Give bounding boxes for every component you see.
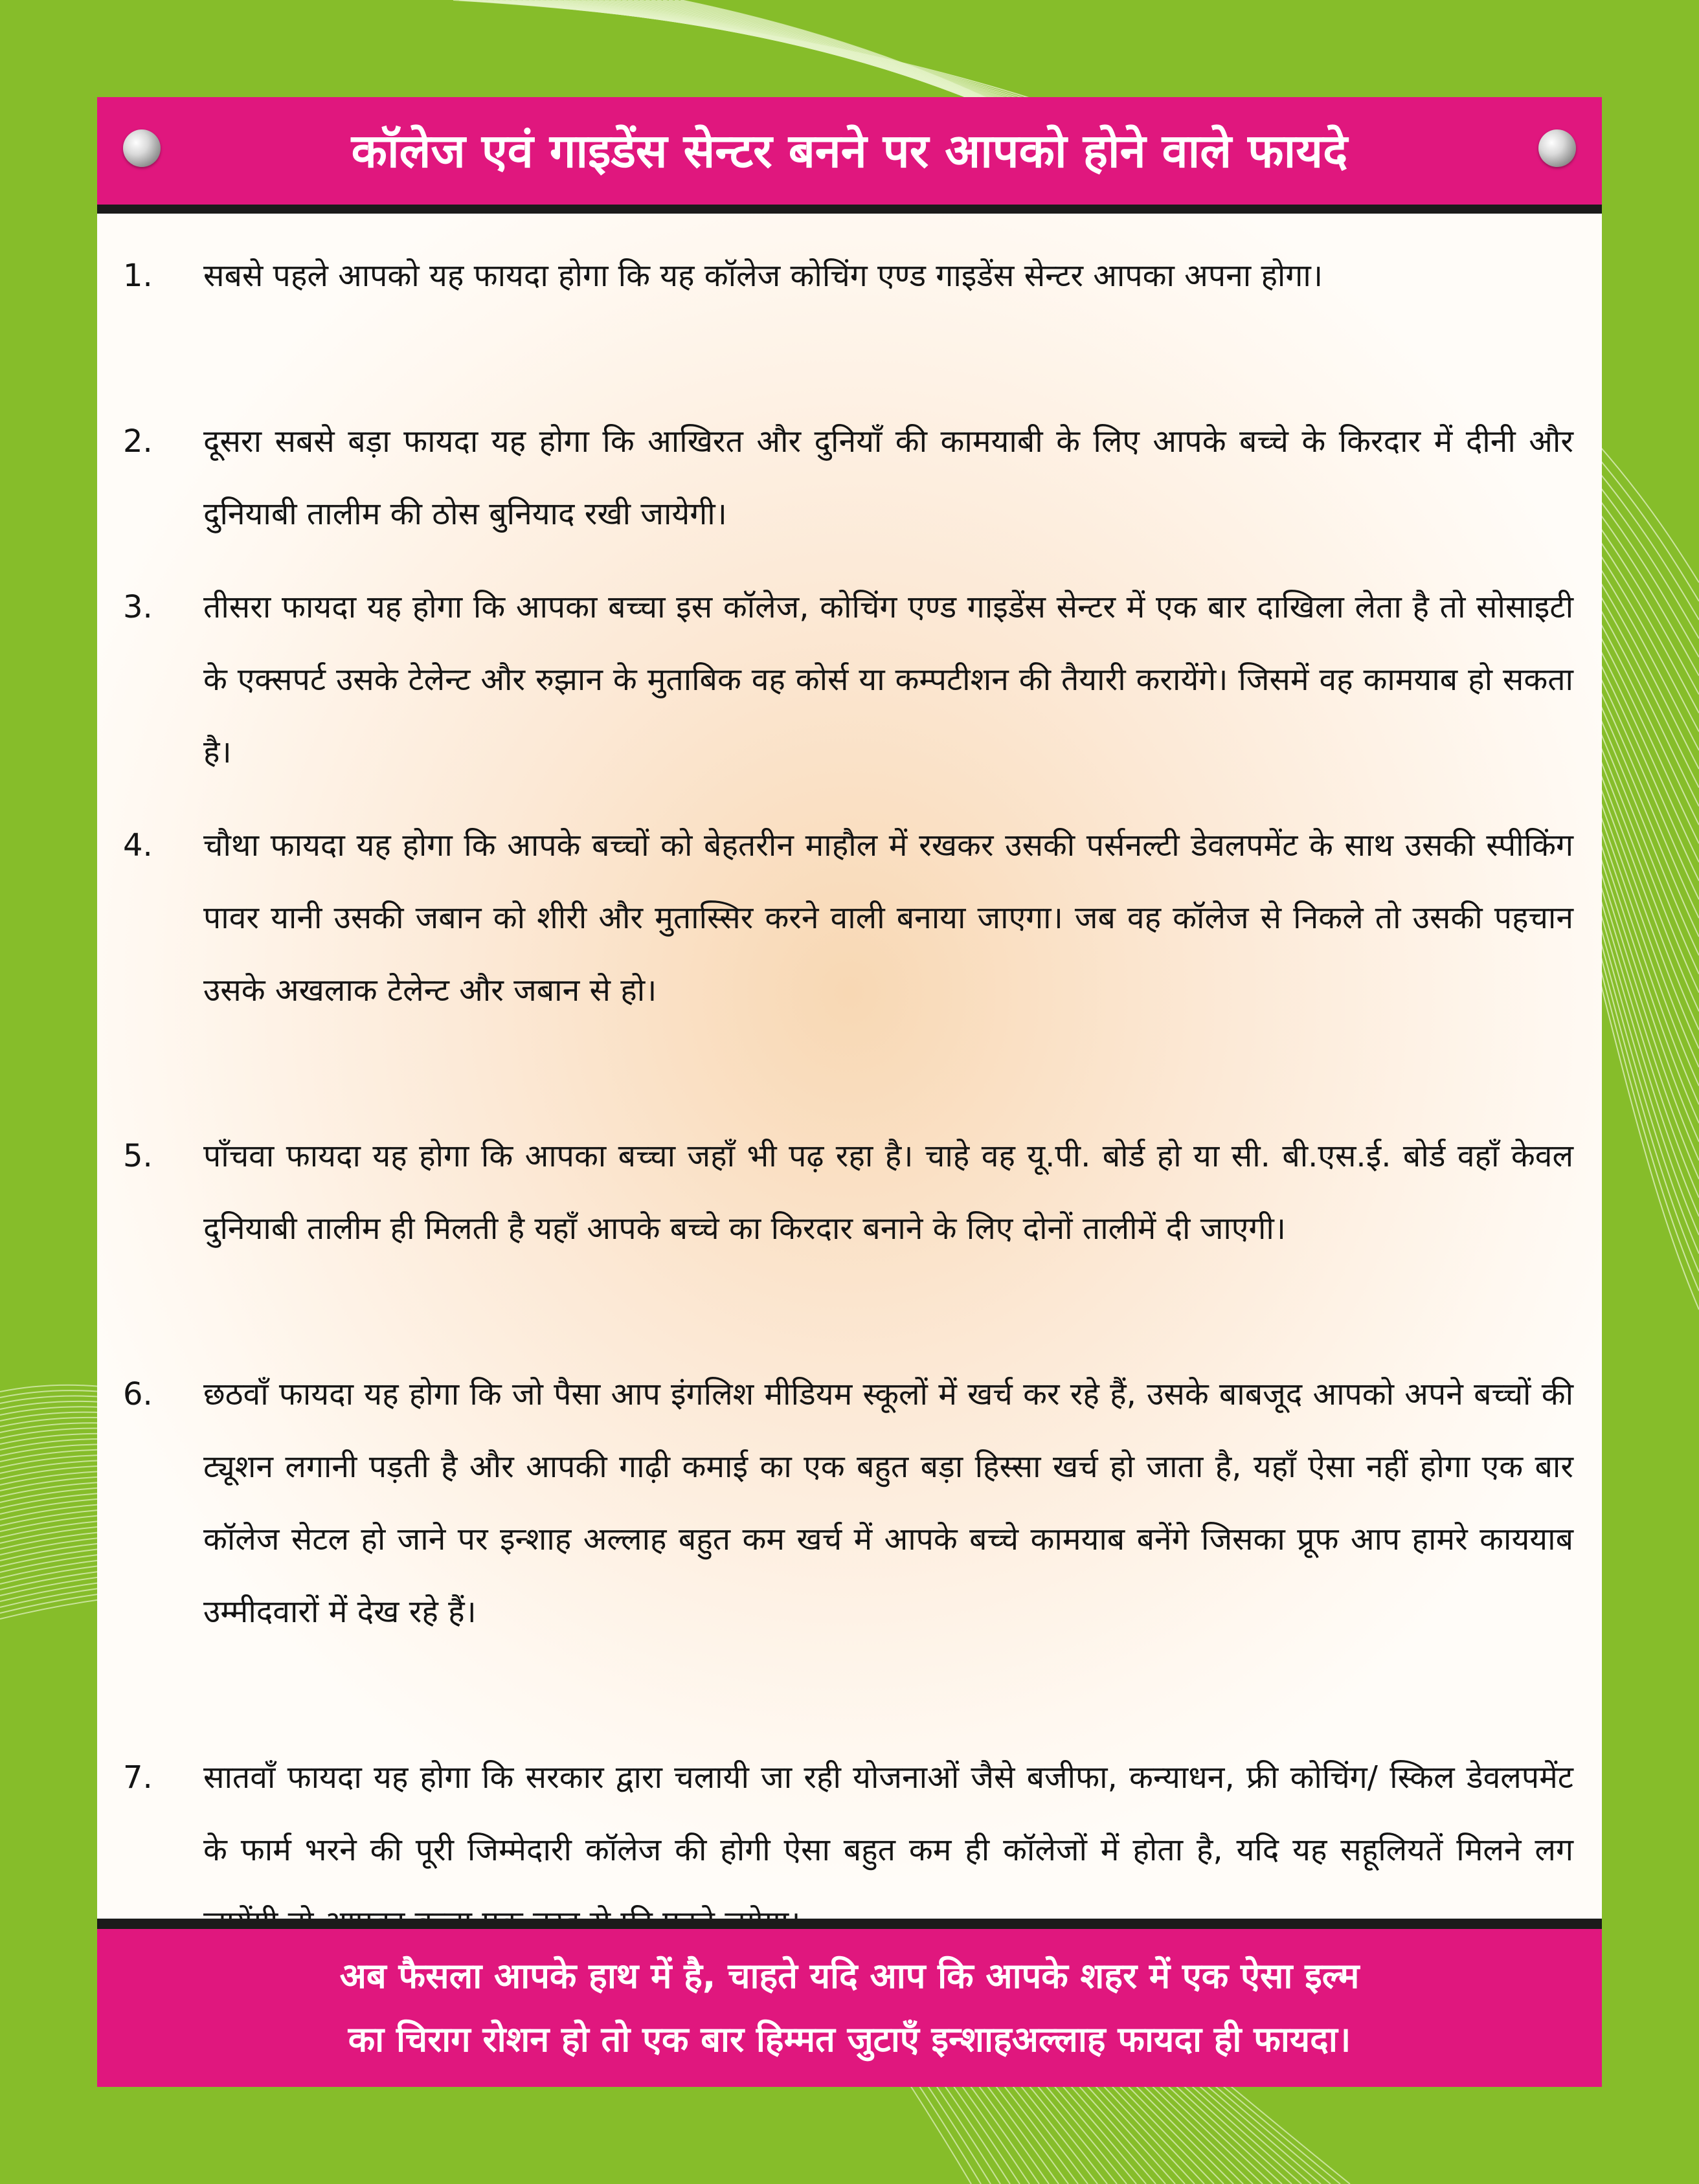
- list-item-number: 7.: [123, 1759, 153, 1796]
- list-item-text: सबसे पहले आपको यह फायदा होगा कि यह कॉलेज कोचिंग एण्ड गाइडेंस सेन्टर आपका अपना होगा।: [203, 258, 1323, 294]
- list-item: [123, 405, 1573, 554]
- list-item-text: पाँचवा फायदा यह होगा कि आपका बच्चा जहाँ भी पढ़ रहा है। चाहे वह यू.पी. बोर्ड हो या सी. बी.एस.ई. बोर्ड वहाँ केवल दुनियाबी तालीम ही मिलती है यहाँ आपके बच्चे का किरदार बनाने के लिए दोनों तालीमें दी जाएगी।: [203, 1138, 1573, 1247]
- benefits-list: [123, 240, 1573, 2035]
- list-item-text: सातवाँ फायदा यह होगा कि सरकार द्वारा चलायी जा रही योजनाओं जैसे बजीफा, कन्याधन, फ्री कोचिंग/ स्किल डेवलपमेंट के फार्म भरने की पूरी जिम्मेदारी कॉलेज की होगी ऐसा बहुत कम ही कॉलेजों में होता है, यदि यह सहूलियतें मिलने लग: [203, 1759, 1573, 1868]
- list-item-text: चौथा फायदा यह होगा कि आपके बच्चों को बेहतरीन माहौल में रखकर उसकी पर्सनल्टी डेवलपमेंट के साथ उसकी स्पीकिंग पावर यानी उसकी जबान को शीरी और मुतास्सिर करने वाली बनाया जाएगा। जब वह कॉलेज से निकले तो उसकी पहचान उसके अखलाक टेलेन्ट और जबान से हो।: [203, 827, 1573, 1008]
- footer-line-2: का चिराग रोशन हो तो एक बार हिम्मत जुटाएँ इन्शाहअल्लाह फायदा ही फायदा।: [348, 2019, 1351, 2060]
- list-item-number: 1.: [123, 258, 153, 294]
- list-item: [123, 571, 1573, 792]
- list-item: [123, 240, 1573, 388]
- list-item-number: 4.: [123, 827, 153, 864]
- list-item-text: दूसरा सबसे बड़ा फायदा यह होगा कि आखिरत और दुनियाँ की कामयाबी के लिए आपके बच्चे के किरदार में दीनी और दुनियाबी तालीम की ठोस बुनियाद रखी जायेगी।: [203, 423, 1573, 532]
- list-item: [123, 1358, 1573, 1724]
- silver-ball-icon: [1538, 129, 1576, 167]
- list-item-number: 3.: [123, 589, 153, 625]
- list-item-text: छठवाँ फायदा यह होगा कि जो पैसा आप इंगलिश मीडियम स्कूलों में खर्च कर रहे हैं, उसके बाबजूद आपको अपने बच्चों की ट्यूशन लगानी पड़ती है और आपकी गाढ़ी कमाई का एक बहुत बड़ा हिस्सा खर्च हो जाता है, यहाँ ऐसा नहीं होगा एक बार कॉलेज सेटल हो जाने पर इन्शाह अल्लाह बहुत कम खर्च में आपके बच्चे कामयाब बनेंगे जिसका प्रूफ आप हामरे काययाब उम्मीदवारों में देख रहे हैं।: [203, 1376, 1573, 1630]
- list-item: [123, 1120, 1573, 1341]
- list-item-number: 6.: [123, 1376, 153, 1412]
- footer-line-1: अब फैसला आपके हाथ में है, चाहते यदि आप कि आपके शहर में एक ऐसा इल्म: [339, 1956, 1360, 1996]
- list-item: [123, 809, 1573, 1103]
- header-banner: [97, 97, 1602, 214]
- list-item-text: तीसरा फायदा यह होगा कि आपका बच्चा इस कॉलेज, कोचिंग एण्ड गाइडेंस सेन्टर में एक बार दाखिला लेता है तो सोसाइटी के एक्सपर्ट उसके टेलेन्ट और रुझान के मुताबिक वह कोर्स या कम्पटीशन की तैयारी करायेंगे। जिसमें वह कामयाब हो सकता है।: [203, 589, 1573, 770]
- page-title: कॉलेज एवं गाइडेंस सेन्टर बनने पर आपको होने वाले फायदे: [351, 124, 1348, 178]
- footer-banner: [97, 1919, 1602, 2087]
- list-item-number: 2.: [123, 423, 153, 460]
- list-item-number: 5.: [123, 1138, 153, 1174]
